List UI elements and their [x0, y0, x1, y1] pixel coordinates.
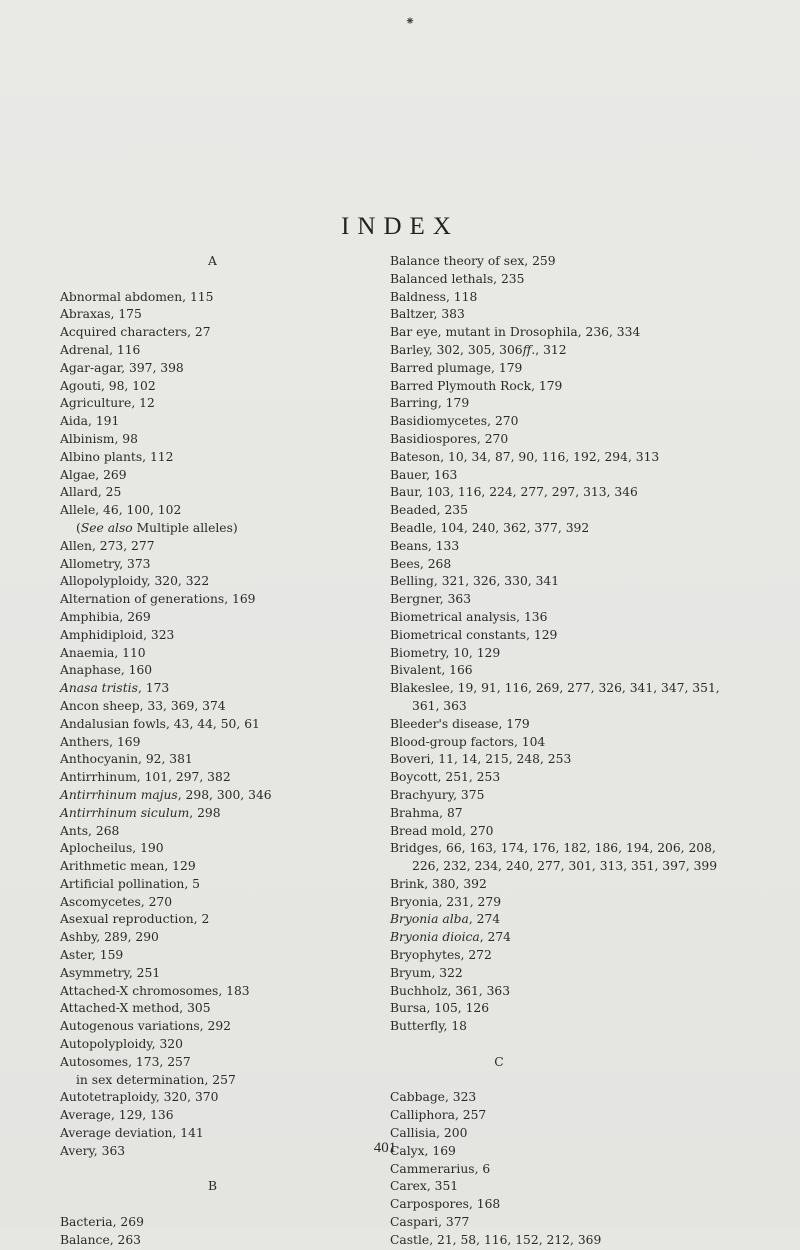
- index-entry: Agriculture, 12: [60, 396, 155, 411]
- index-entry: Allen, 273, 277: [60, 538, 155, 553]
- index-entry: Barred plumage, 179: [390, 360, 523, 375]
- index-entry: Aplocheilus, 190: [60, 841, 164, 856]
- index-entry: Allometry, 373: [60, 556, 151, 571]
- index-entry: Bursa, 105, 126: [390, 1001, 490, 1016]
- index-entry: Beadle, 104, 240, 362, 377, 392: [390, 520, 590, 535]
- index-entry: Barring, 179: [390, 396, 470, 411]
- index-entry: Agar-agar, 397, 398: [60, 360, 184, 375]
- index-entry: Amphibia, 269: [60, 609, 151, 624]
- index-entry: Autopolyploidy, 320: [60, 1037, 183, 1052]
- index-entry: in sex determination, 257: [76, 1072, 236, 1087]
- index-entry: Attached-X method, 305: [60, 1001, 211, 1016]
- index-entry: Anaphase, 160: [60, 663, 153, 678]
- index-entry: Bivalent, 166: [390, 663, 473, 678]
- index-entry: Balance theory of sex, 259: [390, 254, 556, 268]
- index-entry: Baur, 103, 116, 224, 277, 297, 313, 346: [390, 485, 638, 500]
- index-entry: Barley, 302, 305, 306ff., 312: [390, 342, 567, 357]
- section-letter: A: [208, 254, 217, 268]
- index-entry: Antirrhinum siculum, 298: [60, 805, 221, 820]
- index-entry: Autotetraploidy, 320, 370: [60, 1090, 219, 1105]
- index-entry: Ancon sheep, 33, 369, 374: [60, 698, 226, 713]
- index-entry: (See also Multiple alleles): [76, 520, 238, 535]
- index-entry: Abnormal abdomen, 115: [60, 289, 214, 304]
- index-entry: Anthers, 169: [60, 734, 141, 749]
- index-entry: Bryonia dioica, 274: [390, 930, 512, 945]
- index-entry: Buchholz, 361, 363: [390, 983, 511, 998]
- index-entry: Boycott, 251, 253: [390, 770, 501, 785]
- index-entry: Carpospores, 168: [390, 1197, 501, 1212]
- index-entry: Anthocyanin, 92, 381: [60, 752, 193, 767]
- index-entry: Average, 129, 136: [60, 1108, 174, 1123]
- index-entry: Butterfly, 18: [390, 1019, 467, 1034]
- index-entry: Brachyury, 375: [390, 787, 485, 802]
- index-entry: Bauer, 163: [390, 467, 458, 482]
- spacer: [390, 1072, 785, 1090]
- index-entry: Algae, 269: [60, 467, 127, 482]
- print-mark: ⁕: [405, 14, 416, 28]
- page-number: 401: [373, 1140, 397, 1156]
- index-entry: Allopolyploidy, 320, 322: [60, 574, 210, 589]
- index-entry: Aida, 191: [60, 414, 120, 429]
- index-entry: Albinism, 98: [60, 431, 138, 446]
- spacer: [60, 1196, 350, 1214]
- index-entry: Andalusian fowls, 43, 44, 50, 61: [60, 716, 260, 731]
- index-entry: Agouti, 98, 102: [60, 378, 156, 393]
- index-entry: Castle, 21, 58, 116, 152, 212, 369: [390, 1232, 602, 1247]
- index-entry: Bleeder's disease, 179: [390, 716, 530, 731]
- index-entry: Asexual reproduction, 2: [60, 912, 210, 927]
- index-entry: Asymmetry, 251: [60, 965, 161, 980]
- index-entry: Calliphora, 257: [390, 1108, 487, 1123]
- index-entry: Bryonia alba, 274: [390, 912, 501, 927]
- index-entry: Balanced lethals, 235: [390, 271, 525, 286]
- index-entry: Anasa tristis, 173: [60, 681, 170, 696]
- index-entry: Brink, 380, 392: [390, 876, 487, 891]
- index-column-left: [60, 253, 350, 1250]
- index-entry: Arithmetic mean, 129: [60, 859, 196, 874]
- index-entry: Baltzer, 383: [390, 307, 465, 322]
- index-entry: Bread mold, 270: [390, 823, 494, 838]
- index-entry: Biometry, 10, 129: [390, 645, 501, 660]
- index-entry: Baldness, 118: [390, 289, 478, 304]
- index-entry: 361, 363: [412, 698, 467, 713]
- index-entry: Belling, 321, 326, 330, 341: [390, 574, 560, 589]
- index-entry: Bergner, 363: [390, 592, 472, 607]
- spacer: [60, 1161, 350, 1179]
- index-entry: Attached-X chromosomes, 183: [60, 983, 250, 998]
- index-entry: Basidiomycetes, 270: [390, 414, 519, 429]
- index-entry: Autogenous variations, 292: [60, 1019, 231, 1034]
- index-entry: Callisia, 200: [390, 1126, 468, 1141]
- index-entry: Bryum, 322: [390, 965, 463, 980]
- index-entry: Caspari, 377: [390, 1215, 470, 1230]
- index-entry: Blakeslee, 19, 91, 116, 269, 277, 326, 341, 347, 351,: [390, 681, 720, 696]
- index-entry: Bateson, 10, 34, 87, 90, 116, 192, 294, 313: [390, 449, 660, 464]
- index-entry: Brahma, 87: [390, 805, 463, 820]
- index-entry: Alternation of generations, 169: [60, 592, 256, 607]
- index-entry: Balance, 263: [60, 1232, 142, 1247]
- index-entry: Avery, 363: [60, 1143, 126, 1158]
- index-entry: Acquired characters, 27: [60, 325, 211, 340]
- index-entry: Beans, 133: [390, 538, 460, 553]
- index-entry: Blood-group factors, 104: [390, 734, 546, 749]
- index-entry: Albino plants, 112: [60, 449, 174, 464]
- index-entry: Anaemia, 110: [60, 645, 146, 660]
- index-entry: Barred Plymouth Rock, 179: [390, 378, 563, 393]
- index-entry: Basidiospores, 270: [390, 431, 509, 446]
- index-entry: Adrenal, 116: [60, 342, 141, 357]
- index-entry: Average deviation, 141: [60, 1126, 204, 1141]
- index-entry: Bees, 268: [390, 556, 452, 571]
- index-entry: Ascomycetes, 270: [60, 894, 173, 909]
- section-letter: C: [494, 1054, 504, 1069]
- index-entry: Cabbage, 323: [390, 1090, 477, 1105]
- section-letter: B: [207, 1179, 218, 1194]
- index-entry: Aster, 159: [60, 948, 124, 963]
- index-entry: Biometrical constants, 129: [390, 627, 558, 642]
- index-entry: Bacteria, 269: [60, 1215, 144, 1230]
- index-column-right: [390, 253, 785, 1250]
- index-entry: Boveri, 11, 14, 215, 248, 253: [390, 752, 572, 767]
- spacer: [390, 1036, 785, 1054]
- index-entry: Bryophytes, 272: [390, 948, 492, 963]
- index-entry: Autosomes, 173, 257: [60, 1054, 191, 1069]
- index-entry: Bar eye, mutant in Drosophila, 236, 334: [390, 325, 641, 340]
- index-entry: Beaded, 235: [390, 503, 468, 518]
- index-entry: Ashby, 289, 290: [60, 930, 159, 945]
- index-entry: Bridges, 66, 163, 174, 176, 182, 186, 194, 206, 208,: [390, 841, 716, 856]
- page-title: INDEX: [341, 213, 459, 240]
- index-entry: Biometrical analysis, 136: [390, 609, 548, 624]
- index-entry: Calyx, 169: [390, 1143, 456, 1158]
- index-entry: Antirrhinum majus, 298, 300, 346: [60, 787, 272, 802]
- index-entry: Carex, 351: [390, 1179, 459, 1194]
- spacer: [60, 271, 350, 289]
- index-entry: Allele, 46, 100, 102: [60, 503, 182, 518]
- index-entry: Abraxas, 175: [60, 307, 142, 322]
- index-entry: Amphidiploid, 323: [60, 627, 175, 642]
- index-entry: Allard, 25: [60, 485, 122, 500]
- index-entry: Artificial pollination, 5: [60, 876, 200, 891]
- index-entry: Antirrhinum, 101, 297, 382: [60, 770, 231, 785]
- index-entry: 226, 232, 234, 240, 277, 301, 313, 351, 397, 399: [412, 859, 718, 874]
- index-entry: Cammerarius, 6: [390, 1161, 491, 1176]
- index-entry: Ants, 268: [60, 823, 120, 838]
- index-entry: Bryonia, 231, 279: [390, 894, 502, 909]
